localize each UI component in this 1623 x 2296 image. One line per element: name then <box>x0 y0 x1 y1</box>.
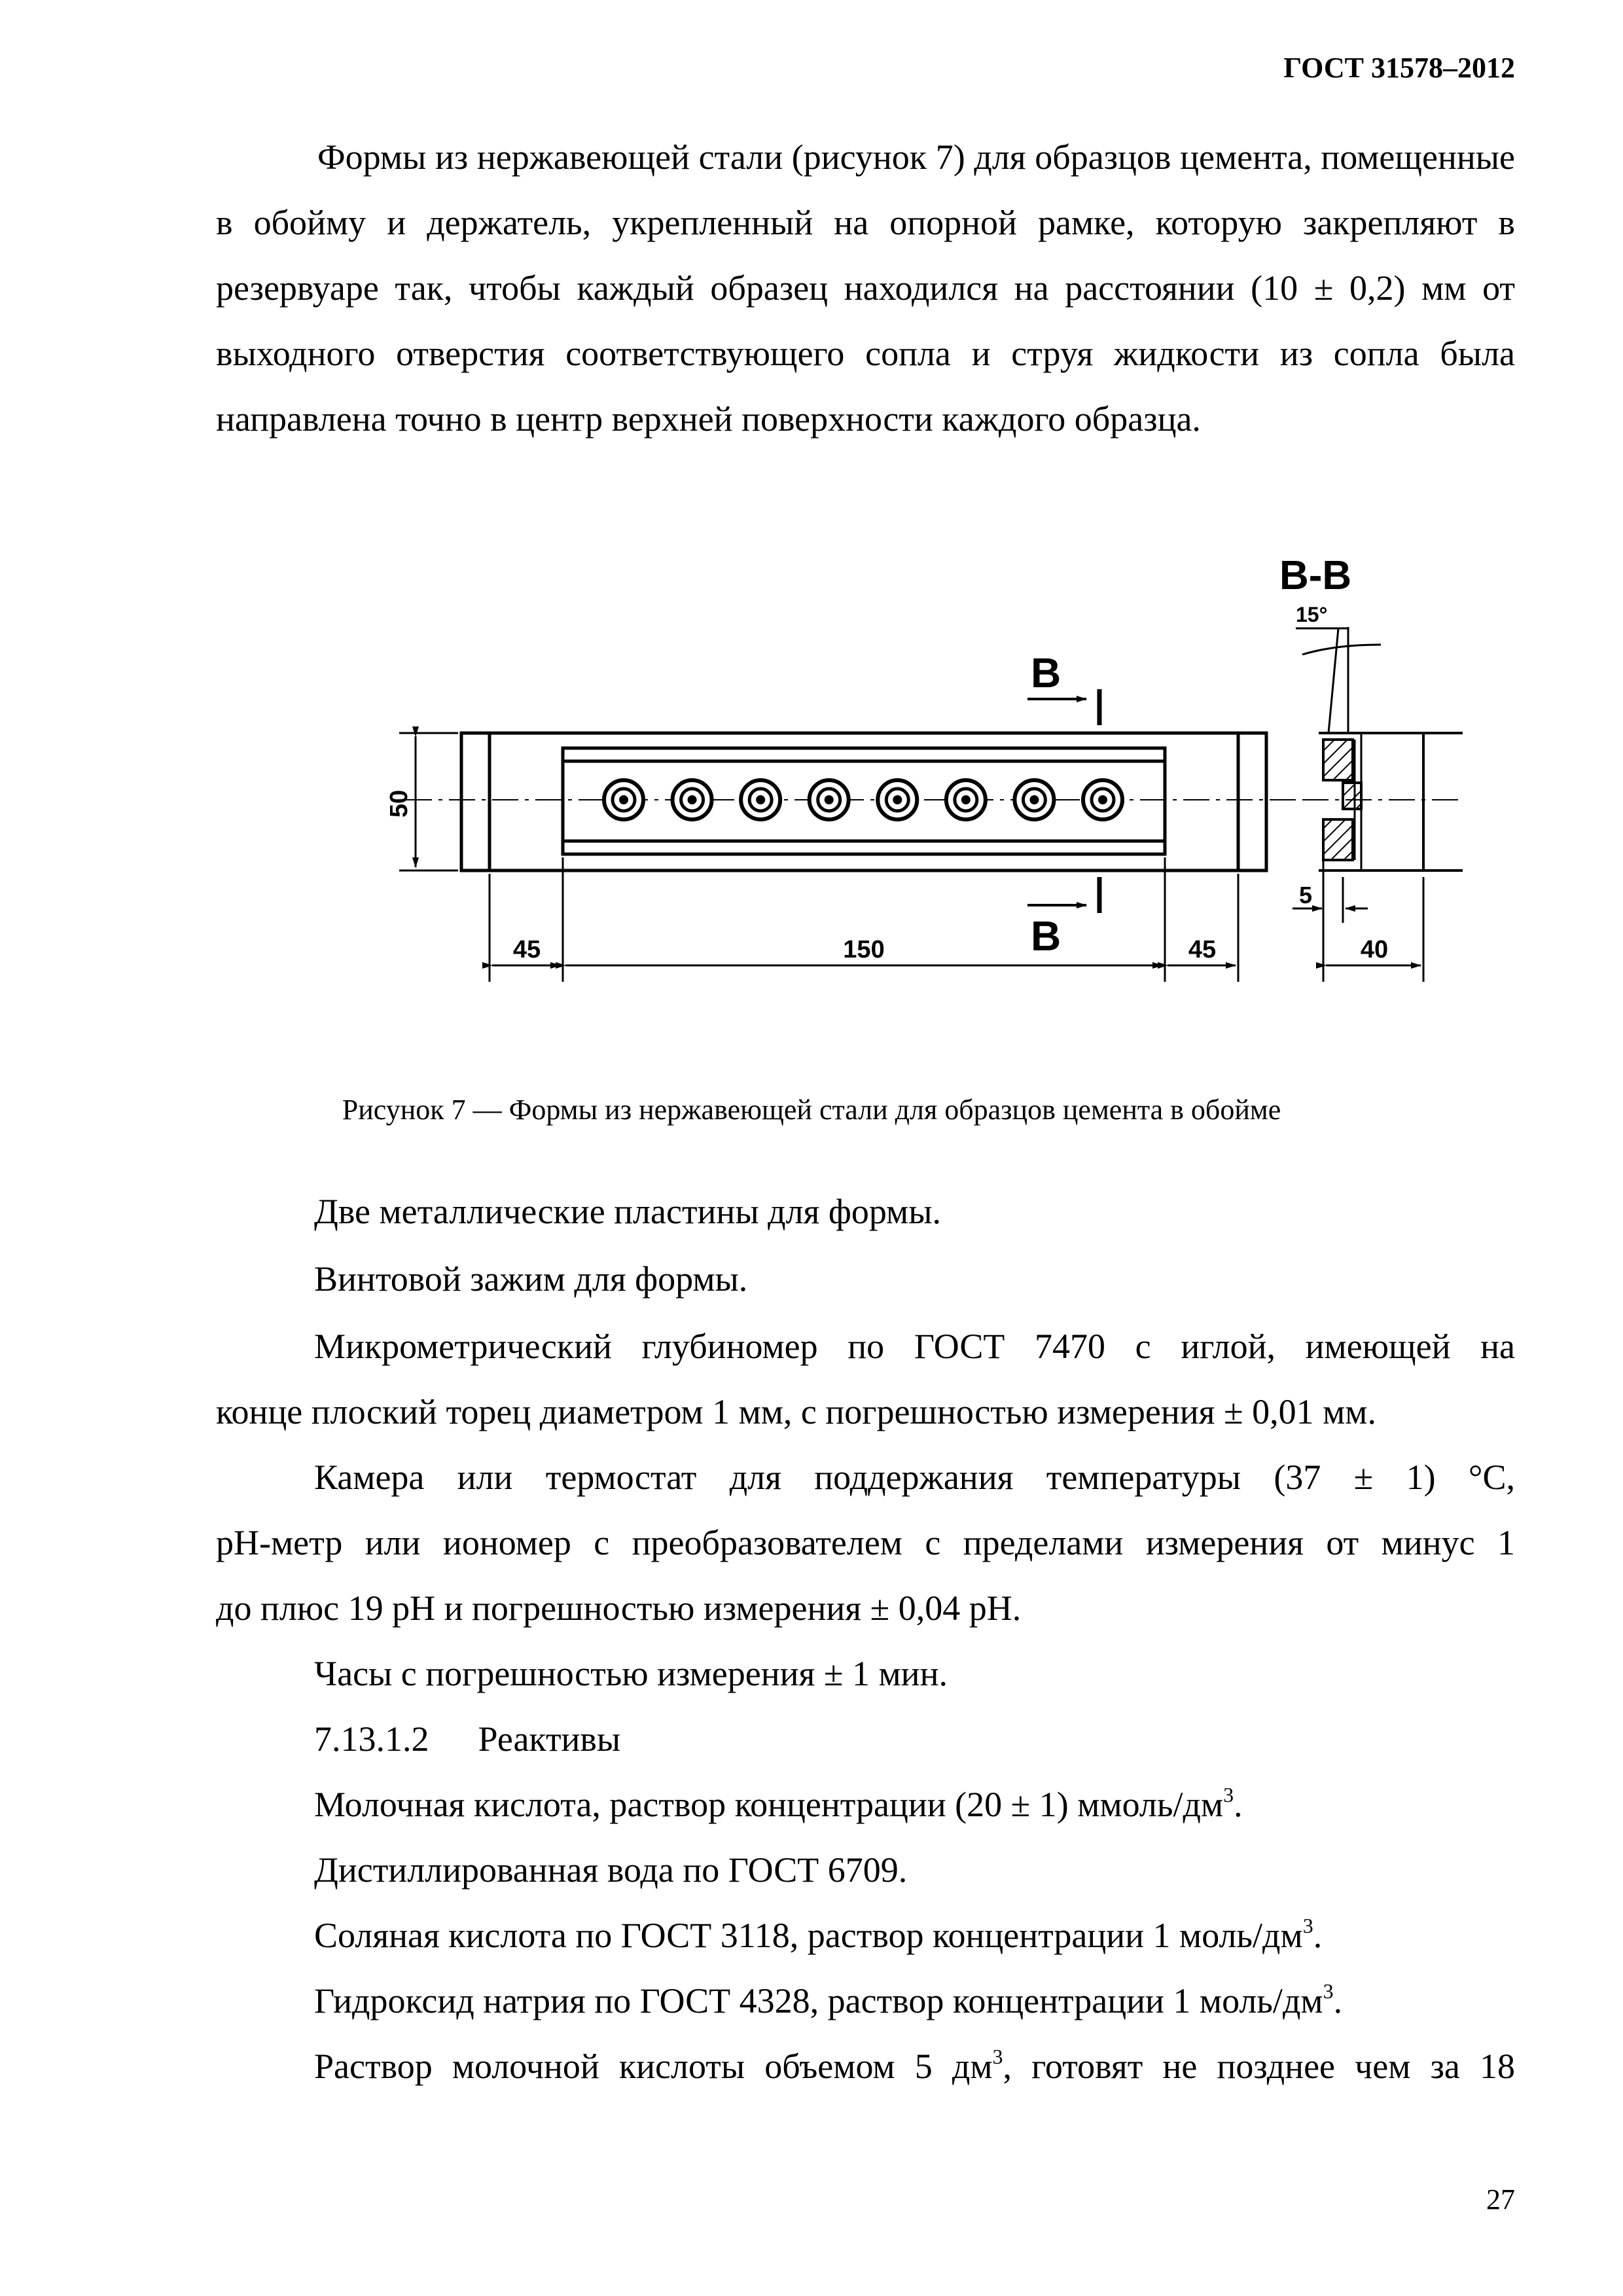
dim-gap-label: 5 <box>1299 882 1313 908</box>
page-number: 27 <box>1486 2183 1515 2215</box>
cut-mark-top-label: B <box>1031 649 1061 696</box>
cut-mark-bottom-label: B <box>1031 912 1061 960</box>
figure-caption: Рисунок 7 — Формы из нержавеющей стали для образцов цемента в обойме <box>342 1094 1281 1126</box>
body-line-plates: Две металлические пластины для формы. <box>314 1192 941 1231</box>
dim-left-label: 45 <box>512 936 541 963</box>
body-line-water: Дистиллированная вода по ГОСТ 6709. <box>314 1850 908 1890</box>
body-line-chamber-2: рН-метр или иономер с преобразователем с пределами измерения от минус 1 <box>216 1523 1515 1562</box>
section-number: 7.13.1.2 <box>314 1719 429 1759</box>
body-line-chamber-1: Камера или термостат для поддержания температуры (37 ± 1) °С, <box>314 1458 1515 1497</box>
dim-right-label: 45 <box>1188 936 1217 963</box>
body-line-gauge-2: конце плоский торец диаметром 1 мм, с погрешностью измерения ± 0,01 мм. <box>216 1392 1376 1431</box>
section-label: B-B <box>1279 553 1352 598</box>
specimen-hole <box>741 780 780 819</box>
specimen-hole <box>946 780 986 819</box>
specimen-hole <box>604 780 643 819</box>
dim-height-label: 50 <box>385 789 413 818</box>
section-view <box>1296 627 1463 870</box>
mold-plan-view <box>461 733 1266 870</box>
body-line-clock: Часы с погрешностью измерения ± 1 мин. <box>314 1654 948 1693</box>
body-line-gauge-1: Микрометрический глубиномер по ГОСТ 7470 с иглой, имеющей на <box>314 1327 1515 1366</box>
intro-paragraph: Формы из нержавеющей стали (рисунок 7) для образцов цемента, помещенные в обойму и держатель, укрепленный на опорной рамке, которую закрепляют в резервуаре так, чтобы каждый образец находился на расстоянии (10 ± 0,2) мм от выходного отверстия соответствующего сопла и струя жидкости из сопла была направлена точно в центр верхней поверхности каждого образца. <box>216 137 1515 439</box>
body-line-clamp: Винтовой зажим для формы. <box>314 1259 748 1299</box>
specimen-hole <box>1083 780 1122 819</box>
section-title: Реактивы <box>478 1719 621 1759</box>
figure-7-drawing <box>0 0 1623 1021</box>
specimen-hole <box>1014 780 1054 819</box>
section-heading <box>314 1719 620 1759</box>
angle-label: 15° <box>1296 603 1328 626</box>
specimen-hole <box>810 780 849 819</box>
body-line-naoh: Гидроксид натрия по ГОСТ 4328, раствор концентрации 1 моль/$дм^3$. <box>314 1979 1343 2020</box>
body-line-lactic: Молочная кислота, раствор концентрации (20 ± 1) ммоль/$дм^3$. <box>314 1783 1243 1824</box>
document-header: ГОСТ 31578–2012 <box>1283 52 1515 84</box>
dim-width-label: 40 <box>1360 936 1389 963</box>
dim-middle-label: 150 <box>843 936 885 963</box>
body-line-chamber-3: до плюс 19 рН и погрешностью измерения ± 0,04 рН. <box>216 1588 1022 1628</box>
body-line-hcl: Соляная кислота по ГОСТ 3118, раствор концентрации 1 моль/$дм^3$. <box>314 1914 1323 1955</box>
specimen-hole <box>673 780 712 819</box>
specimen-hole <box>878 780 917 819</box>
cut-mark-bottom <box>1027 877 1099 913</box>
body-line-solution: Раствор молочной кислоты объемом 5 $дм^3$, готовят не позднее чем за 18 <box>314 2045 1515 2086</box>
